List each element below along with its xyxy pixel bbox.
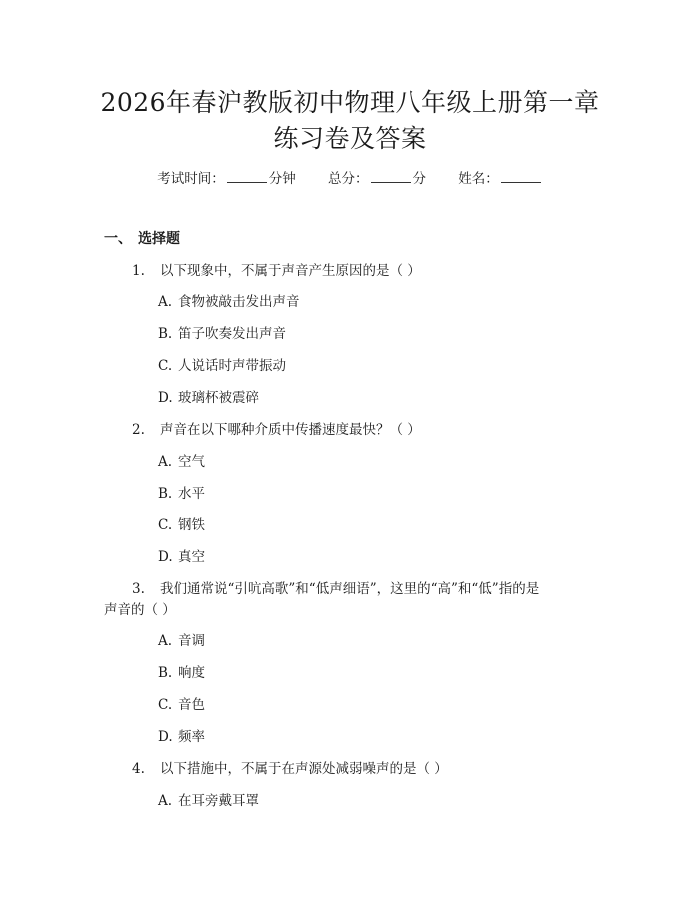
option-letter: D.: [158, 390, 173, 406]
question-3-option-b[interactable]: [158, 663, 205, 683]
student-name-label: 姓名：: [458, 171, 499, 187]
question-number: 1.: [132, 263, 145, 279]
question-1-option-d[interactable]: [158, 388, 259, 408]
question-4: [132, 759, 448, 779]
option-text: 音色: [178, 697, 205, 713]
question-1-option-a[interactable]: [158, 292, 300, 312]
question-text: 以下现象中，不属于声音产生原因的是（ ）: [160, 263, 421, 279]
exam-time-label: 考试时间：: [157, 171, 225, 187]
question-4-option-a[interactable]: [158, 791, 259, 811]
total-score-unit: 分: [412, 171, 426, 187]
option-text: 空气: [178, 454, 205, 470]
option-text: 真空: [178, 549, 205, 565]
question-2-option-d[interactable]: [158, 547, 205, 567]
question-1-option-c[interactable]: [158, 356, 286, 376]
option-letter: A.: [158, 793, 173, 809]
option-letter: C.: [158, 697, 173, 713]
option-letter: D.: [158, 549, 173, 565]
option-text: 响度: [178, 665, 205, 681]
option-letter: B.: [158, 326, 173, 342]
exam-info-line: [0, 168, 700, 189]
option-letter: A.: [158, 454, 173, 470]
question-2-option-c[interactable]: [158, 515, 205, 535]
question-1: [132, 261, 421, 281]
question-text: 以下措施中，不属于在声源处减弱噪声的是（ ）: [160, 761, 448, 777]
option-letter: A.: [158, 294, 173, 310]
question-text: 我们通常说“引吭高歌”和“低声细语”，这里的“高”和“低”指的是: [160, 581, 540, 597]
question-2-option-b[interactable]: [158, 484, 205, 504]
option-text: 笛子吹奏发出声音: [178, 326, 286, 342]
title-line-1: 2026年春沪教版初中物理八年级上册第一章: [100, 88, 600, 117]
option-text: 玻璃杯被震碎: [178, 390, 259, 406]
option-letter: A.: [158, 633, 173, 649]
exam-time-blank[interactable]: [227, 168, 267, 183]
question-number: 3.: [132, 581, 145, 597]
section-title: 选择题: [138, 231, 180, 247]
student-name-field: [458, 171, 543, 187]
option-letter: D.: [158, 729, 173, 745]
option-text: 水平: [178, 486, 205, 502]
question-1-option-b[interactable]: [158, 324, 286, 344]
option-letter: B.: [158, 486, 173, 502]
question-2-option-a[interactable]: [158, 452, 205, 472]
question-2: [132, 420, 421, 440]
section-number: 一、: [104, 231, 132, 247]
option-text: 钢铁: [178, 517, 205, 533]
total-score-blank[interactable]: [371, 168, 411, 183]
total-score-label: 总分：: [328, 171, 369, 187]
question-3-option-a[interactable]: [158, 631, 205, 651]
question-3-option-c[interactable]: [158, 695, 205, 715]
question-number: 2.: [132, 422, 145, 438]
question-3: [132, 579, 539, 599]
question-3-continuation: 声音的（ ）: [104, 602, 176, 618]
section-heading: [104, 229, 180, 249]
option-letter: B.: [158, 665, 173, 681]
option-letter: C.: [158, 517, 173, 533]
student-name-blank[interactable]: [501, 168, 541, 183]
exam-time-unit: 分钟: [268, 171, 296, 187]
option-text: 频率: [178, 729, 205, 745]
option-text: 食物被敲击发出声音: [178, 294, 300, 310]
total-score-field: [328, 171, 430, 187]
question-3-option-d[interactable]: [158, 727, 205, 747]
option-letter: C.: [158, 358, 173, 374]
question-text: 声音在以下哪种介质中传播速度最快？（ ）: [160, 422, 421, 438]
title-line-2: 练习卷及答案: [273, 124, 427, 153]
option-text: 人说话时声带振动: [178, 358, 286, 374]
option-text: 音调: [178, 633, 205, 649]
option-text: 在耳旁戴耳罩: [178, 793, 259, 809]
exam-time-field: [157, 171, 300, 187]
question-number: 4.: [132, 761, 145, 777]
